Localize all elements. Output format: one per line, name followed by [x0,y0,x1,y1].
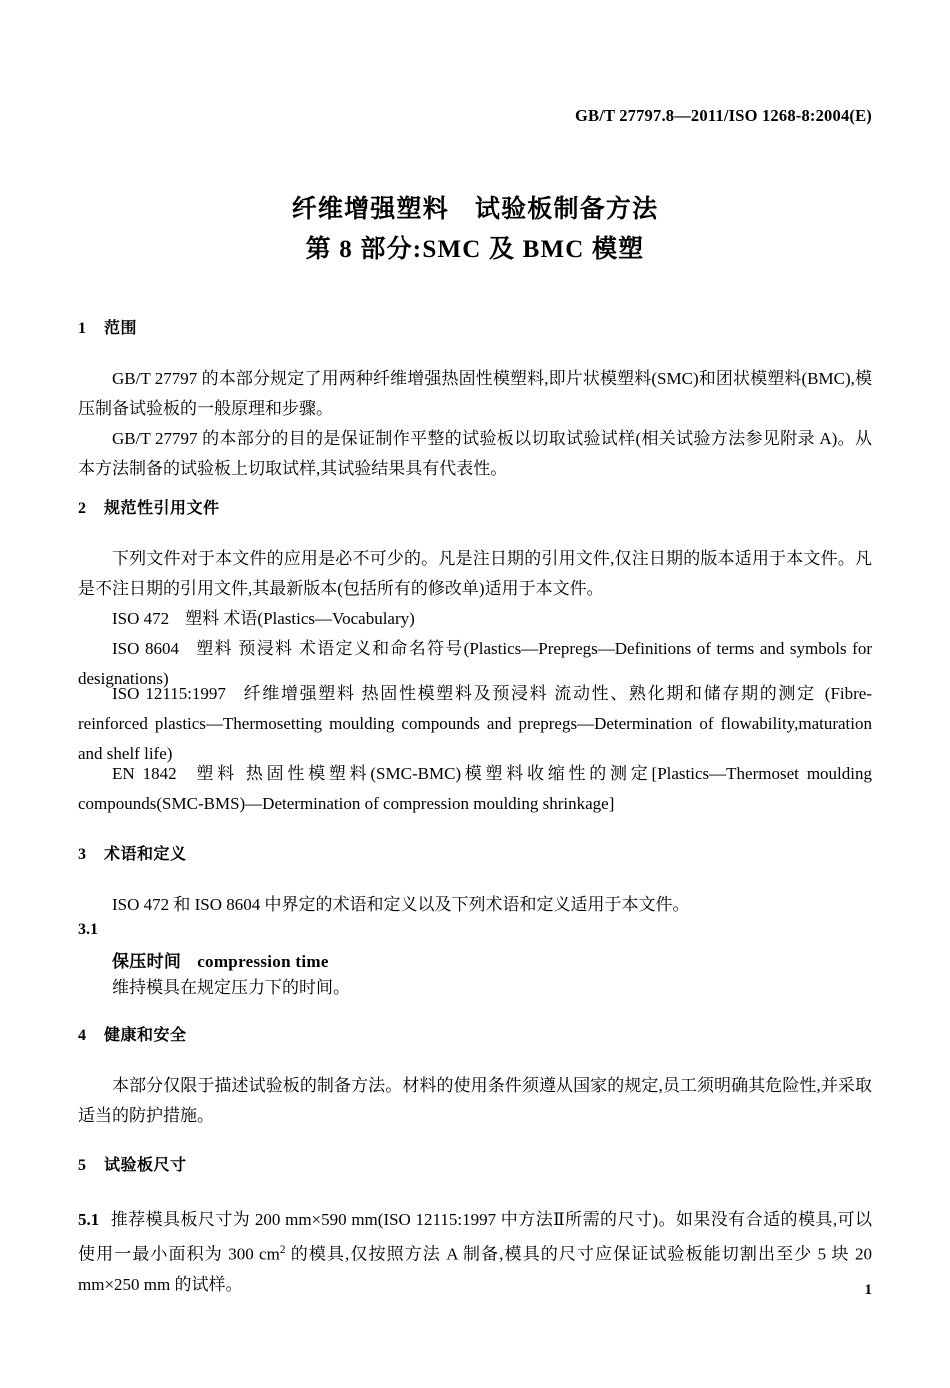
running-header: GB/T 27797.8—2011/ISO 1268-8:2004(E) [574,106,872,125]
section-1-paragraph-2: GB/T 27797 的本部分的目的是保证制作平整的试验板以切取试验试样(相关试验方法参见附录 A)。从本方法制备的试验板上切取试样,其试验结果具有代表性。 [78,429,872,478]
page-content [78,0,872,1388]
clause-5-1 [78,1205,872,1300]
page-title [78,190,872,270]
reference-title-en: (Plastics—Vocabulary) [257,609,415,628]
title-line-1-part-b: 试验板制备方法 [474,196,659,223]
section-1-paragraph-1: GB/T 27797 的本部分规定了用两种纤维增强热固性模塑料,即片状模塑料(SMC)和团状模塑料(BMC),模压制备试验板的一般原理和步骤。 [78,369,872,418]
section-number-5: 5 [78,1157,87,1174]
section-heading-4 [78,1022,187,1045]
title-line-2: 第 8 部分:SMC 及 BMC 模塑 [305,236,645,263]
clause-superscript: 2 [279,1244,286,1256]
section-heading-1 [78,315,137,338]
section-title-2: 规范性引用文件 [104,500,220,517]
section-number-1: 1 [78,320,87,337]
section-heading-2 [78,495,220,518]
section-number-3: 3 [78,846,87,863]
reference-title-en: (Fibre-reinforced plastics—Thermosetting moulding compounds and prepregs—Determination of flowability,maturation and shelf life) [78,684,872,763]
title-line-1-part-a: 纤维增强塑料 [291,196,449,223]
reference-id: ISO 8604 [112,639,179,658]
term-name-cn: 保压时间 [112,952,182,971]
section-title-1: 范围 [104,320,138,337]
term-title-3-1 [112,947,329,972]
clause-number-5-1: 5.1 [78,1210,100,1229]
reference-title-cn: 塑料 热固性模塑料(SMC-BMC)模塑料收缩性的测定 [192,764,652,783]
section-heading-3 [78,841,187,864]
reference-title-en: [Plastics—Thermoset moulding compounds(SMC-BMS)—Determination of compression moulding shrinkage] [78,764,873,813]
term-name-en: compression time [197,952,329,971]
term-number-3-1: 3.1 [78,921,98,938]
section-2-paragraph-1: 下列文件对于本文件的应用是必不可少的。凡是注日期的引用文件,仅注日期的版本适用于本文件。凡是不注日期的引用文件,其最新版本(包括所有的修改单)适用于本文件。 [78,549,872,598]
reference-title-cn: 纤维增强塑料 热固性模塑料及预浸料 流动性、熟化期和储存期的测定 [241,684,816,703]
reference-item-iso-12115 [78,679,872,769]
reference-title-en: (Plastics—Prepregs—Definitions of terms and symbols for designations) [78,639,872,688]
section-number-4: 4 [78,1027,87,1044]
reference-id: ISO 12115:1997 [112,684,226,703]
clause-text-part-2: 的模具,仅按照方法 A 制备,模具的尺寸应保证试验板能切割出至少 5 块 20 mm×250 mm 的试样。 [78,1244,872,1294]
section-heading-5 [78,1152,187,1175]
term-definition-3-1: 维持模具在规定压力下的时间。 [112,978,350,997]
reference-item-iso-472 [78,604,872,634]
clause-text-part-1: 推荐模具板尺寸为 200 mm×590 mm(ISO 12115:1997 中方法Ⅱ所需的尺寸)。如果没有合适的模具,可以使用一最小面积为 300 cm [78,1210,872,1264]
section-title-5: 试验板尺寸 [104,1157,187,1174]
reference-title-cn: 塑料 预浸料 术语定义和命名符号 [194,639,464,658]
section-title-3: 术语和定义 [104,846,187,863]
reference-item-en-1842 [78,759,872,819]
section-4-paragraph-1: 本部分仅限于描述试验板的制备方法。材料的使用条件须遵从国家的规定,员工须明确其危险性,并采取适当的防护措施。 [78,1076,872,1125]
section-number-2: 2 [78,500,87,517]
page-number: 1 [864,1282,872,1298]
reference-id: ISO 472 [112,609,170,628]
title-line-1 [78,190,872,230]
reference-title-cn: 塑料 术语 [185,609,258,628]
section-3-paragraph-1: ISO 472 和 ISO 8604 中界定的术语和定义以及下列术语和定义适用于本文件。 [112,895,690,914]
reference-id: EN 1842 [112,764,177,783]
section-title-4: 健康和安全 [104,1027,187,1044]
